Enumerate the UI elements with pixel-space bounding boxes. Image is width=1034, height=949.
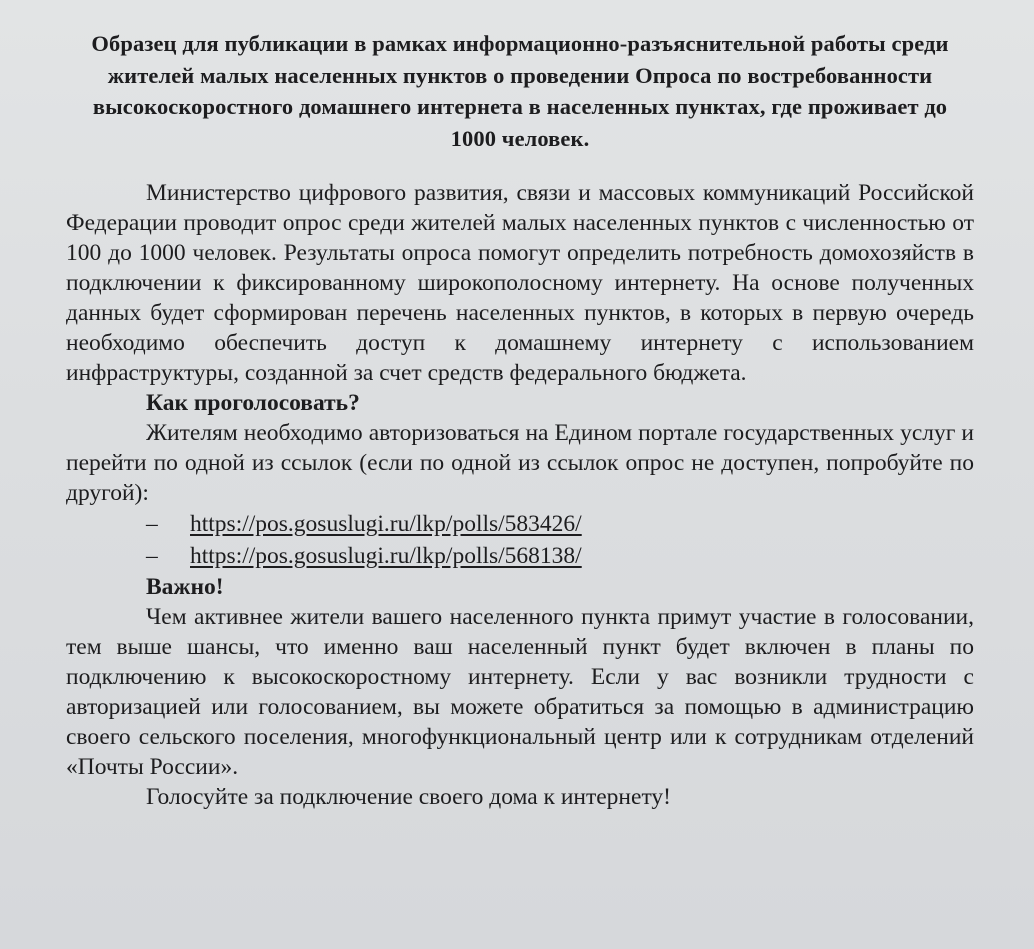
closing-line: Голосуйте за подключение своего дома к интернету! xyxy=(146,784,671,810)
important-heading: Важно! xyxy=(146,574,224,600)
how-to-vote-heading: Как проголосовать? xyxy=(146,390,360,416)
intro-paragraph: Министерство цифрового развития, связи и массовых коммуникаций Российской Федерации проводит опрос среди жителей малых населенных пунктов с численностью от 100 до 1000 человек. Результаты опроса помогут определить потребность домохозяйств в подключении к фиксированному широкополосному интернету. На основе полученных данных будет сформирован перечень населенных пунктов, в которых в первую очередь необходимо обеспечить доступ к домашнему интернету с использованием инфраструктуры, созданной за счет средств федерального бюджета. xyxy=(66,180,974,386)
poll-link-1[interactable]: https://pos.gosuslugi.ru/lkp/polls/583426/ xyxy=(190,511,582,537)
important-paragraph: Чем активнее жители вашего населенного пункта примут участие в голосовании, тем выше шансы, что именно ваш населенный пункт будет включен в планы по подключению к высокоскоростному интернету. Если у вас возникли трудности с авторизацией или голосованием, вы можете обратиться за помощью в администрацию своего сельского поселения, многофункциональный центр или к сотрудникам отделений «Почты России». xyxy=(66,604,974,780)
poll-links-list xyxy=(66,508,974,572)
list-dash: – xyxy=(146,543,158,569)
list-item xyxy=(66,540,974,572)
list-dash: – xyxy=(146,511,158,537)
document-title: Образец для публикации в рамках информационно-разъяснительной работы среди жителей малых населенных пунктов о проведении Опроса по востребованности высокоскоростного домашнего интернета в населенных пунктах, где проживает до 1000 человек. xyxy=(91,31,949,151)
how-to-vote-paragraph: Жителям необходимо авторизоваться на Едином портале государственных услуг и перейти по одной из ссылок (если по одной из ссылок опрос не доступен, попробуйте по другой): xyxy=(66,420,974,506)
poll-link-2[interactable]: https://pos.gosuslugi.ru/lkp/polls/568138/ xyxy=(190,543,582,569)
document-body xyxy=(66,178,974,812)
document-page xyxy=(66,28,974,812)
list-item xyxy=(66,508,974,540)
